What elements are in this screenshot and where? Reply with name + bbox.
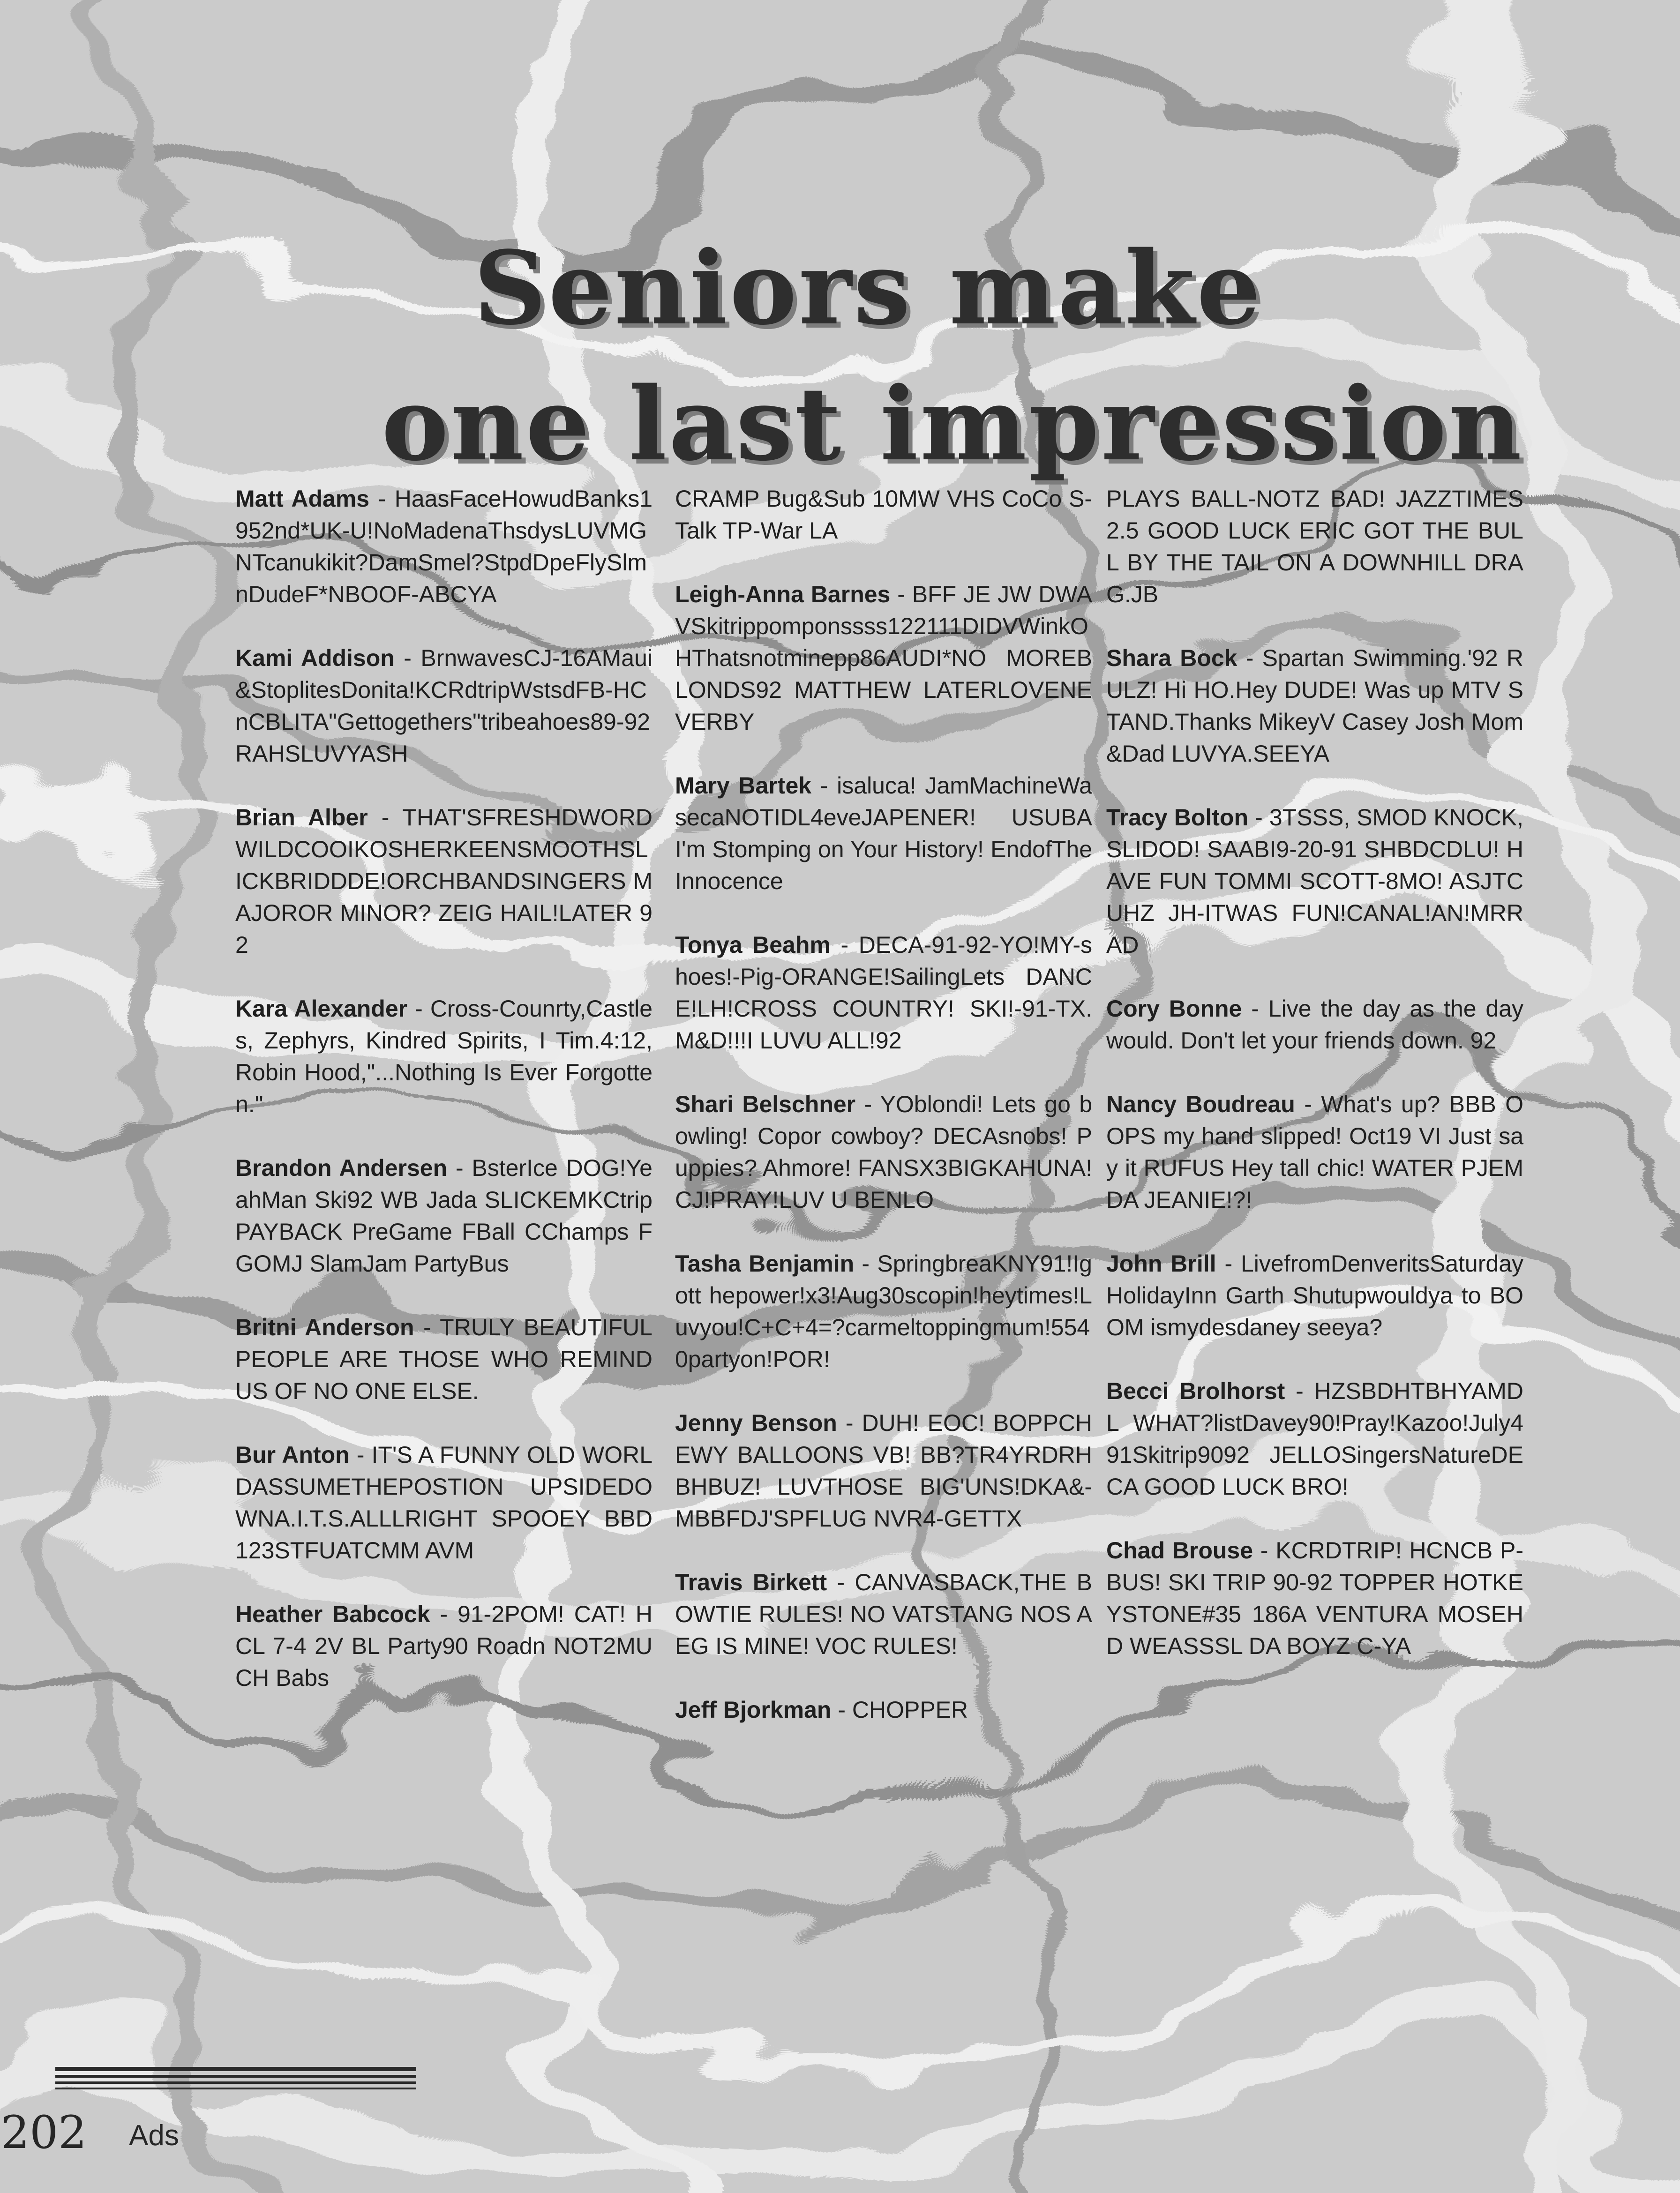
senior-message: TRULY BEAUTIFUL PEOPLE ARE THOSE WHO REMIND US OF NO ONE ELSE. bbox=[235, 1314, 652, 1404]
senior-ad-entry bbox=[235, 1152, 652, 1280]
senior-message: Cross-Counrty,Castles, Zephyrs, Kindred Spirits, I Tim.4:12, Robin Hood,"...Nothing Is Ever Forgotten." bbox=[235, 995, 653, 1117]
senior-ad-continuation bbox=[675, 483, 1092, 546]
name-separator: - bbox=[1253, 1537, 1276, 1564]
senior-ad-entry bbox=[675, 578, 1092, 738]
ads-column-2 bbox=[675, 483, 1092, 1758]
name-separator: - bbox=[1216, 1250, 1241, 1277]
name-separator: - bbox=[407, 995, 430, 1022]
senior-name: Travis Birkett bbox=[675, 1569, 827, 1595]
senior-ad-entry bbox=[675, 1566, 1092, 1662]
footer-rule bbox=[55, 2067, 416, 2071]
ads-column-3 bbox=[1106, 483, 1523, 1694]
senior-name: Tracy Bolton bbox=[1106, 804, 1249, 831]
name-separator: - bbox=[811, 772, 837, 799]
senior-message: DUH! EOC! BOPPCHEWY BALLOONS VB! BB?TR4YRDRHBHBUZ! LUVTHOSE BIG'UNS!DKA&-MBBFDJ'SPFLUG NVR4-GETTX bbox=[675, 1410, 1093, 1532]
senior-name: Nancy Boudreau bbox=[1106, 1091, 1295, 1117]
name-separator: - bbox=[830, 932, 859, 958]
senior-message: CHOPPER bbox=[852, 1697, 968, 1723]
footer-rule bbox=[55, 2075, 416, 2078]
page-title-line-2: one last impression bbox=[381, 365, 1524, 483]
senior-ad-entry bbox=[235, 642, 652, 770]
name-separator: - bbox=[890, 581, 912, 607]
senior-ad-entry bbox=[235, 483, 652, 610]
senior-ad-entry bbox=[235, 993, 652, 1120]
senior-message: IT'S A FUNNY OLD WORLDASSUMETHEPOSTION UPSIDEDOWNA.I.T.S.ALLLRIGHT SPOOEY BBD 123STFUATCMM AVM bbox=[235, 1442, 653, 1564]
senior-message: LivefromDenveritsSaturday HolidayInn Garth Shutupwouldya to BOOM ismydesdaney seeya? bbox=[1106, 1250, 1523, 1340]
senior-name: Brian Alber bbox=[235, 804, 368, 831]
name-separator: - bbox=[430, 1601, 458, 1627]
name-separator: - bbox=[447, 1155, 472, 1181]
senior-name: Matt Adams bbox=[235, 486, 370, 512]
senior-message: CRAMP Bug&Sub 10MW VHS CoCo S-Talk TP-War LA bbox=[675, 486, 1092, 544]
senior-ad-entry bbox=[235, 1439, 652, 1566]
senior-ad-entry bbox=[675, 929, 1092, 1056]
senior-message: isaluca! JamMachineWasecaNOTIDL4eveJAPENER! USUBA I'm Stomping on Your History! EndofTheInnocence bbox=[675, 772, 1092, 894]
page-title-line-1: Seniors make bbox=[473, 229, 1263, 347]
senior-message: 3TSSS, SMOD KNOCK,SLIDOD! SAABI9-20-91 SHBDCDLU! HAVE FUN TOMMI SCOTT-8MO! ASJTCUHZ JH-ITWAS FUN!CANAL!AN!MRRAD bbox=[1106, 804, 1523, 958]
senior-message: HaasFaceHowudBanks1952nd*UK-U!NoMadenaThsdysLUVMGNTcanukikit?DamSmel?StpdDpeFlySlmnDudeF*NBOOF-ABCYA bbox=[235, 486, 652, 607]
senior-ad-entry bbox=[1106, 993, 1523, 1056]
senior-ad-entry bbox=[1106, 1534, 1523, 1662]
senior-message: BFF JE JW DWAVSkitrippomponssss122111DIDVWinkOHThatsnotminepp86AUDI*NO MOREB LONDS92 MATTHEW LATERLOVENEVERBY bbox=[675, 581, 1092, 735]
name-separator: - bbox=[368, 804, 403, 831]
senior-ad-entry bbox=[235, 1598, 652, 1694]
name-separator: - bbox=[1295, 1091, 1321, 1117]
senior-name: Tasha Benjamin bbox=[675, 1250, 855, 1277]
name-separator: - bbox=[837, 1410, 862, 1436]
senior-message: 91-2POM! CAT! HCL 7-4 2V BL Party90 Roadn NOT2MUCH Babs bbox=[235, 1601, 652, 1691]
senior-name: Heather Babcock bbox=[235, 1601, 430, 1627]
senior-name: Shara Bock bbox=[1106, 645, 1238, 671]
name-separator: - bbox=[831, 1697, 852, 1723]
name-separator: - bbox=[1285, 1378, 1314, 1404]
senior-message: BrnwavesCJ-16AMaui&StoplitesDonita!KCRdtripWstsdFB-HCnCBLITA"Gettogethers"tribeahoes89-92RAHSLUVYASH bbox=[235, 645, 652, 767]
name-separator: - bbox=[855, 1091, 880, 1117]
senior-name: Kami Addison bbox=[235, 645, 395, 671]
page-title bbox=[0, 220, 1680, 492]
senior-ad-entry bbox=[675, 1407, 1092, 1534]
name-separator: - bbox=[369, 486, 395, 512]
senior-message: THAT'SFRESHDWORDWILDCOOIKOSHERKEENSMOOTHSLICKBRIDDDE!ORCHBANDSINGERS MAJOROR MINOR? ZEIG HAIL!LATER 92 bbox=[235, 804, 653, 958]
senior-ad-entry bbox=[675, 1694, 1092, 1726]
senior-ad-entry bbox=[675, 770, 1092, 897]
senior-name: Leigh-Anna Barnes bbox=[675, 581, 891, 607]
senior-ad-entry bbox=[675, 1088, 1092, 1216]
name-separator: - bbox=[349, 1442, 372, 1468]
senior-name: Tonya Beahm bbox=[675, 932, 831, 958]
name-separator: - bbox=[854, 1250, 878, 1277]
senior-ad-entry bbox=[1106, 801, 1523, 961]
section-label: Ads bbox=[129, 2119, 179, 2152]
senior-name: Cory Bonne bbox=[1106, 995, 1242, 1022]
senior-ad-entry bbox=[1106, 642, 1523, 770]
senior-ad-entry bbox=[235, 801, 652, 961]
senior-name: Mary Bartek bbox=[675, 772, 812, 799]
footer-rule bbox=[55, 2088, 416, 2089]
senior-name: Becci Brolhorst bbox=[1106, 1378, 1285, 1404]
senior-name: Kara Alexander bbox=[235, 995, 408, 1022]
name-separator: - bbox=[394, 645, 421, 671]
ads-column-1 bbox=[235, 483, 652, 1726]
senior-message: Spartan Swimming.'92 RULZ! Hi HO.Hey DUDE! Was up MTV STAND.Thanks MikeyV Casey Josh Mom&Dad LUVYA.SEEYA bbox=[1106, 645, 1523, 767]
senior-message: SpringbreaKNY91!Igott hepower!x3!Aug30scopin!heytimes!Luvyou!C+C+4=?carmeltoppingmum!5540partyon!POR! bbox=[675, 1250, 1092, 1372]
senior-message: PLAYS BALL-NOTZ BAD! JAZZTIMES 2.5 GOOD LUCK ERIC GOT THE BULL BY THE TAIL ON A DOWNHILL DRAG.JB bbox=[1106, 486, 1523, 607]
page-footer bbox=[55, 2067, 421, 2179]
senior-message: Live the day as the day would. Don't let your friends down. 92 bbox=[1106, 995, 1524, 1054]
name-separator: - bbox=[1248, 804, 1269, 831]
senior-name: John Brill bbox=[1106, 1250, 1216, 1277]
senior-name: Jeff Bjorkman bbox=[675, 1697, 832, 1723]
page-number: 202 bbox=[1, 2106, 87, 2159]
senior-name: Britni Anderson bbox=[235, 1314, 414, 1340]
senior-message: HZSBDHTBHYAMDL WHAT?listDavey90!Pray!Kazoo!July491Skitrip9092 JELLOSingersNatureDECA GOOD LUCK BRO! bbox=[1106, 1378, 1523, 1500]
senior-message: What's up? BBB OOPS my hand slipped! Oct19 VI Just say it RUFUS Hey tall chic! WATER PJEMDA JEANIE!?! bbox=[1106, 1091, 1523, 1213]
name-separator: - bbox=[1237, 645, 1262, 671]
senior-name: Shari Belschner bbox=[675, 1091, 856, 1117]
senior-name: Bur Anton bbox=[235, 1442, 350, 1468]
senior-name: Jenny Benson bbox=[675, 1410, 837, 1436]
senior-ad-entry bbox=[675, 1248, 1092, 1375]
footer-rule bbox=[55, 2081, 416, 2084]
senior-message: BsterIce DOG!YeahMan Ski92 WB Jada SLICKEMKCtrip PAYBACK PreGame FBall CChamps FGOMJ SlamJam PartyBus bbox=[235, 1155, 652, 1277]
senior-name: Chad Brouse bbox=[1106, 1537, 1253, 1564]
name-separator: - bbox=[827, 1569, 855, 1595]
senior-ad-continuation bbox=[1106, 483, 1523, 610]
senior-message: CANVASBACK,THE BOWTIE RULES! NO VATSTANG NOS AEG IS MINE! VOC RULES! bbox=[675, 1569, 1092, 1659]
senior-message: DECA-91-92-YO!MY-shoes!-Pig-ORANGE!SailingLets DANCE!LH!CROSS COUNTRY! SKI!-91-TX.M&D!!!I LUVU ALL!92 bbox=[675, 932, 1092, 1054]
senior-message: YOblondi! Lets go bowling! Copor cowboy? DECAsnobs! Puppies? Ahmore! FANSX3BIGKAHUNA! CJ!PRAY!LUV U BENLO bbox=[675, 1091, 1092, 1213]
name-separator: - bbox=[414, 1314, 440, 1340]
senior-name: Brandon Andersen bbox=[235, 1155, 448, 1181]
senior-ad-entry bbox=[1106, 1088, 1523, 1216]
senior-ad-entry bbox=[1106, 1375, 1523, 1503]
senior-message: KCRDTRIP! HCNCB P-BUS! SKI TRIP 90-92 TOPPER HOTKEYSTONE#35 186A VENTURA MOSEHD WEASSSL DA BOYZ C-YA bbox=[1106, 1537, 1523, 1659]
name-separator: - bbox=[1242, 995, 1268, 1022]
senior-ad-entry bbox=[235, 1311, 652, 1407]
senior-ad-entry bbox=[1106, 1248, 1523, 1343]
